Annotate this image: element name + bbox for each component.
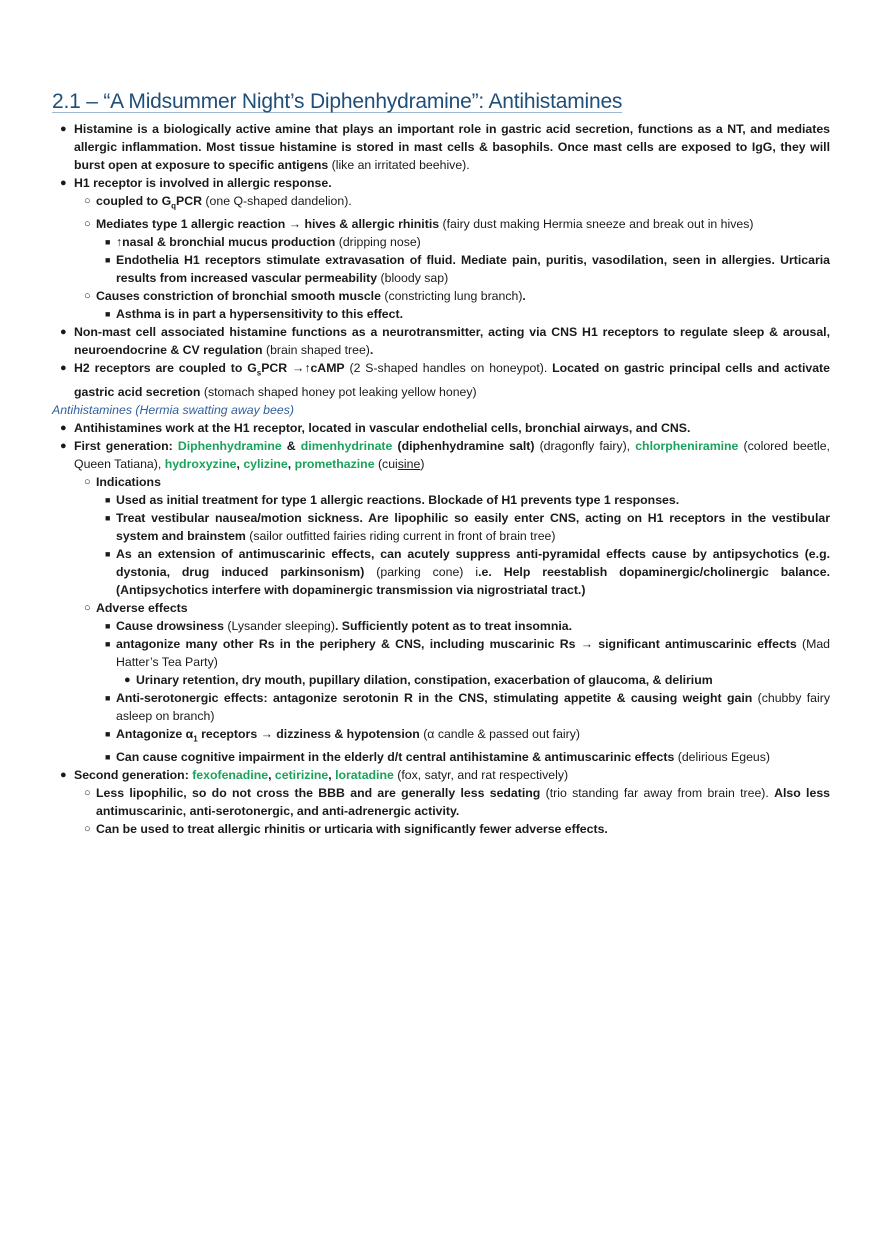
endothelia-text: Endothelia H1 receptors stimulate extravasation of fluid. Mediate pain, puritis, vasodilation, seen in allergies. Urticaria results from increased vascular permeability bbox=[116, 253, 830, 286]
drug-loratadine: loratadine bbox=[335, 768, 394, 783]
nt-text: Non-mast cell associated histamine functions as a neurotransmitter, acting via CNS H1 receptors to regulate sleep & arousal, neuroendocrine & CV regulation bbox=[74, 325, 830, 358]
drug-chlorpheniramine: chlorpheniramine bbox=[635, 438, 739, 453]
type1-mnemonic: (fairy dust making Hermia sneeze and break out in hives) bbox=[439, 217, 754, 232]
bullet-circle-icon: ○ bbox=[84, 787, 91, 800]
antiserotonergic-text: Anti-serotonergic effects: antagonize serotonin R in the CNS, stimulating appetite & causing weight gain bbox=[116, 690, 753, 705]
bullet-circle-icon: ○ bbox=[84, 475, 91, 488]
document-content bbox=[52, 90, 830, 838]
asthma-text: Asthma is in part a hypersensitivity to this effect. bbox=[116, 307, 404, 322]
first-gen-label: First generation: bbox=[74, 438, 178, 453]
sub-sub-sub-bullet-urinary bbox=[52, 671, 830, 689]
type1-text: Mediates type 1 allergic reaction → hives & allergic rhinitis bbox=[96, 217, 440, 232]
less-lipophilic-mnemonic: (trio standing far away from brain tree). bbox=[540, 786, 775, 801]
nt-end: . bbox=[369, 343, 374, 358]
histamine-text: Histamine is a biologically active amine that plays an important role in gastric acid secretion, functions as a NT, and mediates allergic inflammation. Most tissue histamine is stored in mast cells & basophils. Once mast cells are exposed to IgG, they will burst open at exposure to specific antigens bbox=[74, 122, 830, 172]
bullet-neurotransmitter bbox=[52, 323, 830, 359]
indications-label: Indications bbox=[96, 474, 161, 489]
bullet-square-icon: ■ bbox=[105, 620, 111, 631]
amp: & bbox=[281, 438, 301, 453]
first-gen-mnemonic-2: (colored beetle, Queen Tatiana), bbox=[74, 438, 830, 471]
sub-bullet-gq bbox=[52, 192, 830, 215]
bullet-dot-icon: ● bbox=[60, 123, 67, 135]
type1-treatment-text: Used as initial treatment for type 1 allergic reactions. Blockade of H1 prevents type 1 responses. bbox=[116, 492, 680, 507]
bullet-square-icon: ■ bbox=[105, 728, 111, 739]
bullet-dot-icon: ● bbox=[60, 421, 67, 434]
antimuscarinic-mnemonic: (Mad Hatter’s Tea Party) bbox=[116, 636, 830, 669]
drug-promethazine: promethazine bbox=[294, 456, 375, 471]
alpha1-sub: 1 bbox=[193, 734, 198, 744]
gq-mnemonic: (one Q-shaped dandelion). bbox=[202, 194, 352, 208]
bullet-circle-icon: ○ bbox=[84, 195, 91, 207]
h2-text-c: Located on gastric principal cells and activate gastric acid secretion bbox=[74, 361, 830, 399]
bullet-dot-icon: ● bbox=[60, 439, 67, 452]
alpha1-text-b: receptors → dizziness & hypotension bbox=[197, 726, 420, 741]
sub-sub-bullet-cognitive bbox=[52, 748, 830, 766]
bullet-dot-icon: ● bbox=[124, 673, 131, 686]
extension-text: As an extension of antimuscarinic effects, can acutely suppress anti-pyramidal effects cause by antipsychotics (e.g. dystonia, drug induced parkinsonism) bbox=[116, 546, 830, 579]
comma: , bbox=[236, 456, 244, 471]
less-lipophilic-text: Less lipophilic, so do not cross the BBB and are generally less sedating bbox=[96, 786, 541, 801]
sub-sub-bullet-antimuscarinic-extension bbox=[52, 545, 830, 599]
vestibular-text: Treat vestibular nausea/motion sickness. Are lipophilic so easily enter CNS, acting on H1 receptors in the vestibular system and brainstem bbox=[116, 510, 830, 543]
second-gen-mnemonic: (fox, satyr, and rat respectively) bbox=[393, 768, 569, 783]
antimuscarinic-text: antagonize many other Rs in the periphery & CNS, including muscarinic Rs → significant antimuscarinic effects bbox=[116, 636, 797, 651]
drug-cylizine: cylizine bbox=[243, 456, 288, 471]
drowsiness-text: Cause drowsiness bbox=[116, 618, 224, 633]
bullet-circle-icon: ○ bbox=[84, 290, 91, 303]
sub-bullet-adverse-effects bbox=[52, 599, 830, 617]
sub-sub-bullet-drowsiness bbox=[52, 617, 830, 635]
bullet-square-icon: ■ bbox=[105, 494, 111, 505]
comma: , bbox=[328, 768, 336, 783]
cognitive-mnemonic: (delirious Egeus) bbox=[674, 750, 770, 765]
bullet-square-icon: ■ bbox=[105, 638, 111, 649]
sub-sub-bullet-type1-treatment bbox=[52, 491, 830, 509]
gq-text-a: coupled to G bbox=[96, 194, 172, 208]
h2-text-b: PCR →↑cAMP bbox=[261, 361, 345, 376]
alpha1-mnemonic: (α candle & passed out fairy) bbox=[419, 726, 580, 741]
h2-sub: s bbox=[256, 368, 262, 378]
first-gen-mnemonic-1: (dragonfly fairy), bbox=[534, 438, 636, 453]
drug-diphenhydramine: Diphenhydramine bbox=[177, 438, 282, 453]
first-gen-mnemonic-3: (cui bbox=[374, 456, 398, 471]
drug-cetirizine: cetirizine bbox=[274, 768, 329, 783]
extension-mnemonic: (parking cone) i bbox=[364, 564, 479, 579]
bullet-dot-icon: ● bbox=[60, 177, 67, 189]
h2-mnemonic-2: (stomach shaped honey pot leaking yellow honey) bbox=[200, 384, 477, 399]
bullet-dot-icon: ● bbox=[60, 769, 67, 782]
drug-fexofenadine: fexofenadine bbox=[192, 768, 269, 783]
antiserotonergic-mnemonic: (chubby fairy asleep on branch) bbox=[116, 690, 830, 723]
bullet-square-icon: ■ bbox=[105, 548, 111, 559]
bullet-dot-icon: ● bbox=[60, 362, 67, 375]
sub-bullet-indications bbox=[52, 473, 830, 491]
gq-sub: q bbox=[171, 201, 177, 211]
bullet-square-icon: ■ bbox=[105, 237, 111, 248]
bullet-square-icon: ■ bbox=[105, 512, 111, 523]
gq-text-b: PCR bbox=[176, 194, 203, 208]
bullet-dot-icon: ● bbox=[60, 326, 67, 339]
sub-sub-bullet-asthma bbox=[52, 305, 830, 323]
endothelia-mnemonic: (bloody sap) bbox=[377, 271, 449, 286]
h2-text-a: H2 receptors are coupled to G bbox=[74, 361, 257, 376]
drowsiness-text-2: . Sufficiently potent as to treat insomnia. bbox=[334, 618, 573, 633]
comma: , bbox=[287, 456, 295, 471]
bullet-square-icon: ■ bbox=[105, 309, 111, 320]
cognitive-text: Can cause cognitive impairment in the elderly d/t central antihistamine & antimuscarinic effects bbox=[116, 750, 675, 765]
drug-dimenhydrinate: dimenhydrinate bbox=[300, 438, 393, 453]
h2-mnemonic: (2 S-shaped handles on honeypot). bbox=[344, 361, 553, 376]
bronchial-mnemonic: (constricting lung branch) bbox=[380, 289, 523, 304]
nt-mnemonic: (brain shaped tree) bbox=[262, 343, 370, 358]
section-heading-antihistamines: Antihistamines (Hermia swatting away bees) bbox=[52, 402, 294, 417]
less-lipophilic-text-2: Also less antimuscarinic, anti-serotonergic, and anti-adrenergic activity. bbox=[96, 786, 830, 819]
bullet-first-generation bbox=[52, 437, 830, 473]
sub-bullet-type1 bbox=[52, 215, 830, 233]
first-gen-mnemonic-end: ) bbox=[420, 456, 425, 471]
sub-bullet-less-lipophilic bbox=[52, 784, 830, 820]
bullet-h1-receptor bbox=[52, 174, 830, 192]
urinary-text: Urinary retention, dry mouth, pupillary dilation, constipation, exacerbation of glaucoma, & delirium bbox=[136, 672, 713, 687]
sub-sub-bullet-alpha1 bbox=[52, 725, 830, 748]
sub-sub-bullet-antimuscarinic bbox=[52, 635, 830, 671]
treat-rhinitis-text: Can be used to treat allergic rhinitis or urticaria with significantly fewer adverse effects. bbox=[96, 822, 608, 837]
sub-bullet-bronchial bbox=[52, 287, 830, 305]
alpha1-text-a: Antagonize α bbox=[116, 726, 194, 741]
first-gen-mnemonic-underlined: sine bbox=[397, 456, 421, 471]
drug-hydroxyzine: hydroxyzine bbox=[164, 456, 237, 471]
adverse-effects-label: Adverse effects bbox=[96, 600, 188, 615]
sub-sub-bullet-vestibular bbox=[52, 509, 830, 545]
sub-sub-bullet-endothelia bbox=[52, 251, 830, 287]
mucus-mnemonic: (dripping nose) bbox=[335, 235, 421, 250]
comma: , bbox=[268, 768, 275, 783]
antihistamines-text: Antihistamines work at the H1 receptor, located in vascular endothelial cells, bronchial airways, and CNS. bbox=[74, 420, 691, 435]
bronchial-end: . bbox=[522, 289, 526, 304]
extension-text-2: .e. Help reestablish dopaminergic/cholinergic balance. (Antipsychotics interfere with dopaminergic transmission via nigrostriatal tract.) bbox=[116, 564, 830, 597]
second-gen-label: Second generation: bbox=[74, 768, 193, 783]
bullet-square-icon: ■ bbox=[105, 692, 111, 703]
sub-sub-bullet-antiserotonergic bbox=[52, 689, 830, 725]
bullet-h2-receptor bbox=[52, 359, 830, 400]
vestibular-mnemonic: (sailor outfitted fairies riding current in front of brain tree) bbox=[245, 528, 556, 543]
h1-receptor-text: H1 receptor is involved in allergic response. bbox=[74, 176, 332, 190]
bullet-histamine bbox=[52, 120, 830, 174]
drowsiness-mnemonic: (Lysander sleeping) bbox=[223, 618, 335, 633]
bullet-circle-icon: ○ bbox=[84, 218, 91, 231]
bullet-second-generation bbox=[52, 766, 830, 784]
bullet-square-icon: ■ bbox=[105, 752, 111, 763]
bullet-circle-icon: ○ bbox=[84, 601, 91, 614]
histamine-mnemonic: (like an irritated beehive). bbox=[328, 158, 470, 172]
sub-sub-bullet-mucus bbox=[52, 233, 830, 251]
salt-text: (diphenhydramine salt) bbox=[392, 438, 535, 453]
bullet-circle-icon: ○ bbox=[84, 823, 91, 836]
bullet-square-icon: ■ bbox=[105, 255, 111, 266]
mucus-text: ↑nasal & bronchial mucus production bbox=[116, 235, 336, 250]
page-title: 2.1 – “A Midsummer Night’s Diphenhydramine”: Antihistamines bbox=[52, 90, 623, 113]
bronchial-text: Causes constriction of bronchial smooth muscle bbox=[96, 289, 381, 304]
sub-bullet-treat-rhinitis bbox=[52, 820, 830, 838]
bullet-antihistamines-h1 bbox=[52, 419, 830, 437]
